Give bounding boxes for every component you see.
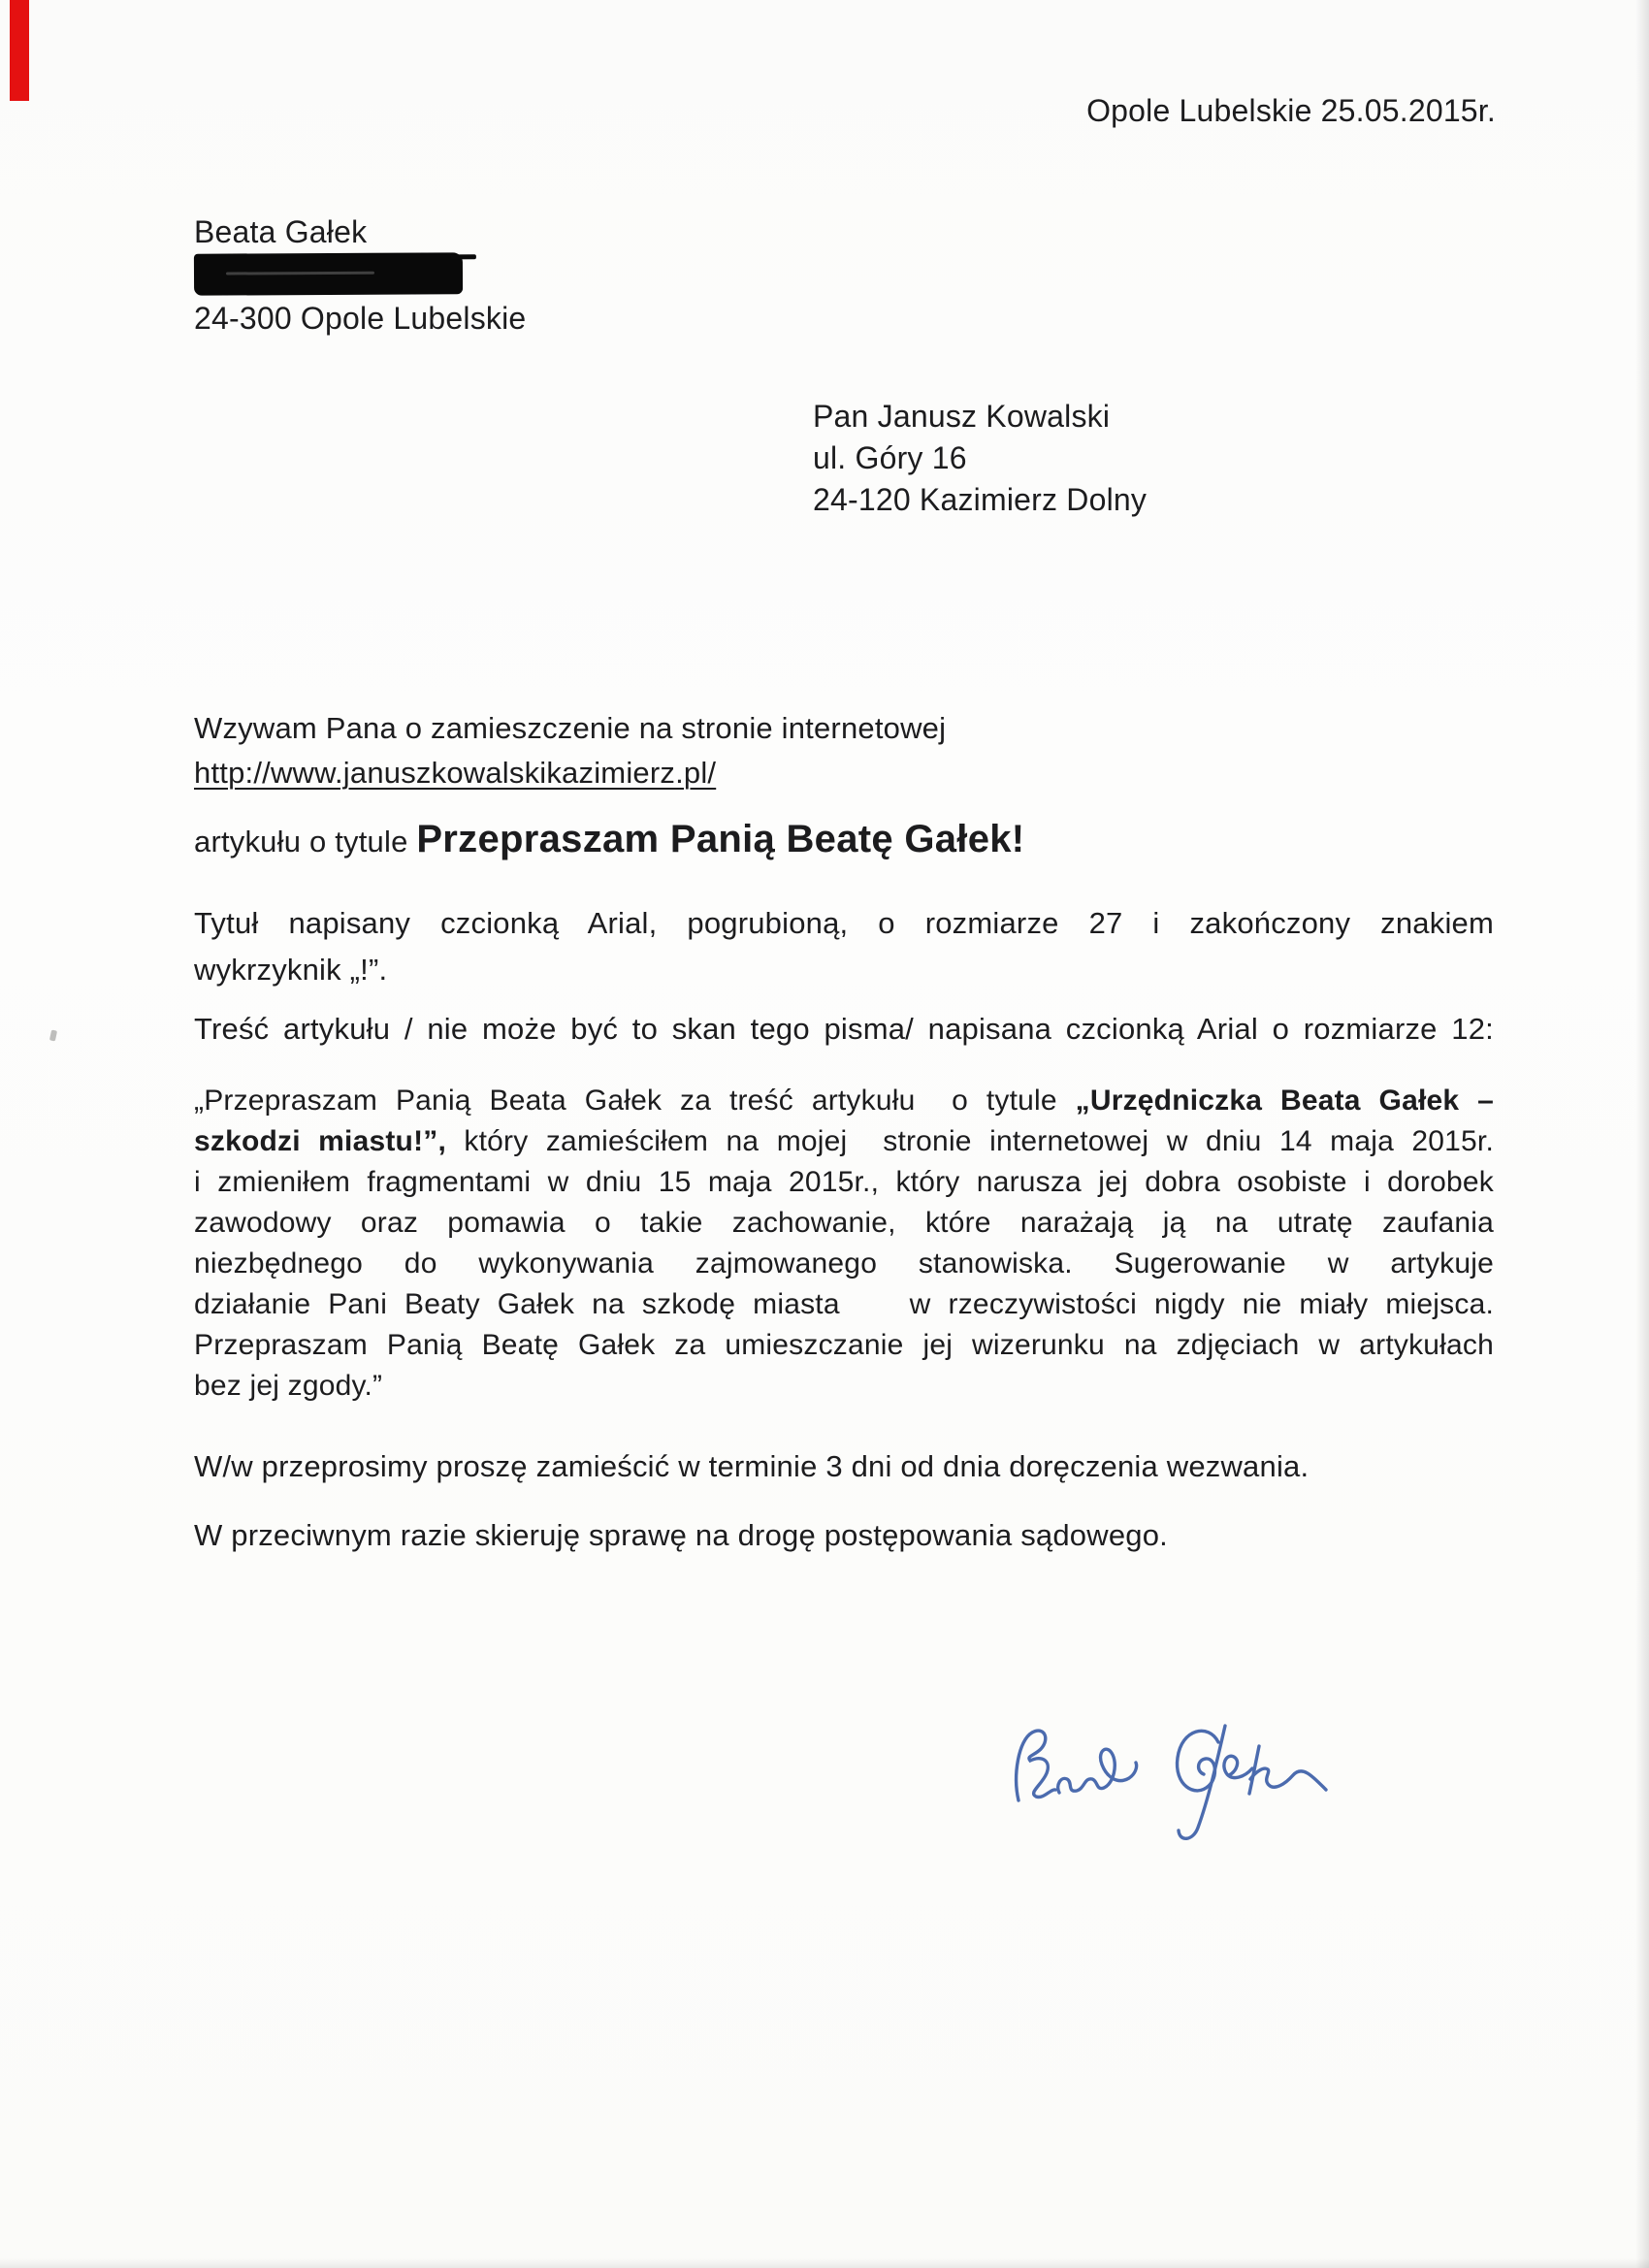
article-title-prefix: artykułu o tytule [194, 825, 417, 859]
scan-artifact-red-strip [10, 0, 29, 101]
sender-city-line: 24-300 Opole Lubelskie [194, 301, 527, 336]
quote-line: szkodzi miastu!”, który zamieściłem na mojej stronie internetowej w dniu 14 maja 2015r. [194, 1125, 1494, 1157]
apology-quote-paragraph [194, 1081, 1494, 1407]
recipient-street: ul. Góry 16 [813, 440, 967, 475]
quote-line: Przepraszam Panią Beatę Gałek za umieszczanie jej wizerunku na zdjęciach w artykułach [194, 1329, 1494, 1361]
deadline-line: W/w przeprosimy proszę zamieścić w terminie 3 dni od dnia doręczenia wezwania. [194, 1449, 1310, 1483]
scan-edge-shadow-right [1635, 0, 1649, 2268]
sender-block [194, 213, 526, 337]
quote-line: i zmieniłem fragmentami w dniu 15 maja 2015r., który narusza jej dobra osobiste i dorobek [194, 1166, 1494, 1198]
recipient-name: Pan Janusz Kowalski [813, 399, 1111, 434]
date-place-line: Opole Lubelskie 25.05.2015r. [1086, 93, 1496, 128]
sender-name: Beata Gałek [194, 214, 368, 249]
court-warning-line: W przeciwnym razie skieruję sprawę na drogę postępowania sądowego. [194, 1518, 1168, 1552]
content-spec-line: Treść artykułu / nie może być to skan tego pisma/ napisana czcionką Arial o rozmiarze 12: [194, 1012, 1494, 1046]
intro-line: Wzywam Pana o zamieszczenie na stronie internetowej [194, 711, 947, 745]
quote-line-last: bez jej zgody.” [194, 1370, 383, 1402]
title-spec-line1: Tytuł napisany czcionką Arial, pogrubioną, o rozmiarze 27 i zakończony znakiem [194, 906, 1494, 940]
title-spec-line2: wykrzyknik „!”. [194, 953, 388, 987]
recipient-city: 24-120 Kazimierz Dolny [813, 482, 1148, 517]
scan-speck [49, 1029, 57, 1041]
quote-line: „Przepraszam Panią Beata Gałek za treść artykułu o tytule „Urzędniczka Beata Gałek – [194, 1085, 1494, 1117]
article-title-line [194, 818, 1494, 861]
quote-line: zawodowy oraz pomawia o takie zachowanie, które narażają ją na utratę zaufania [194, 1207, 1494, 1239]
scan-edge-shadow-bottom [0, 2258, 1649, 2268]
title-spec-paragraph [194, 900, 1494, 993]
website-url: http://www.januszkowalskikazimierz.pl/ [194, 756, 717, 790]
quote-line: niezbędnego do wykonywania zajmowanego stanowiska. Sugerowanie w artykuje [194, 1247, 1494, 1280]
redacted-address-bar [194, 252, 463, 295]
handwritten-signature [989, 1700, 1329, 1845]
quote-line: działanie Pani Beaty Gałek na szkodę miasta w rzeczywistości nigdy nie miały miejsca. [194, 1288, 1494, 1320]
article-title-bold: Przepraszam Panią Beatę Gałek! [416, 818, 1025, 860]
recipient-block [813, 396, 1147, 521]
